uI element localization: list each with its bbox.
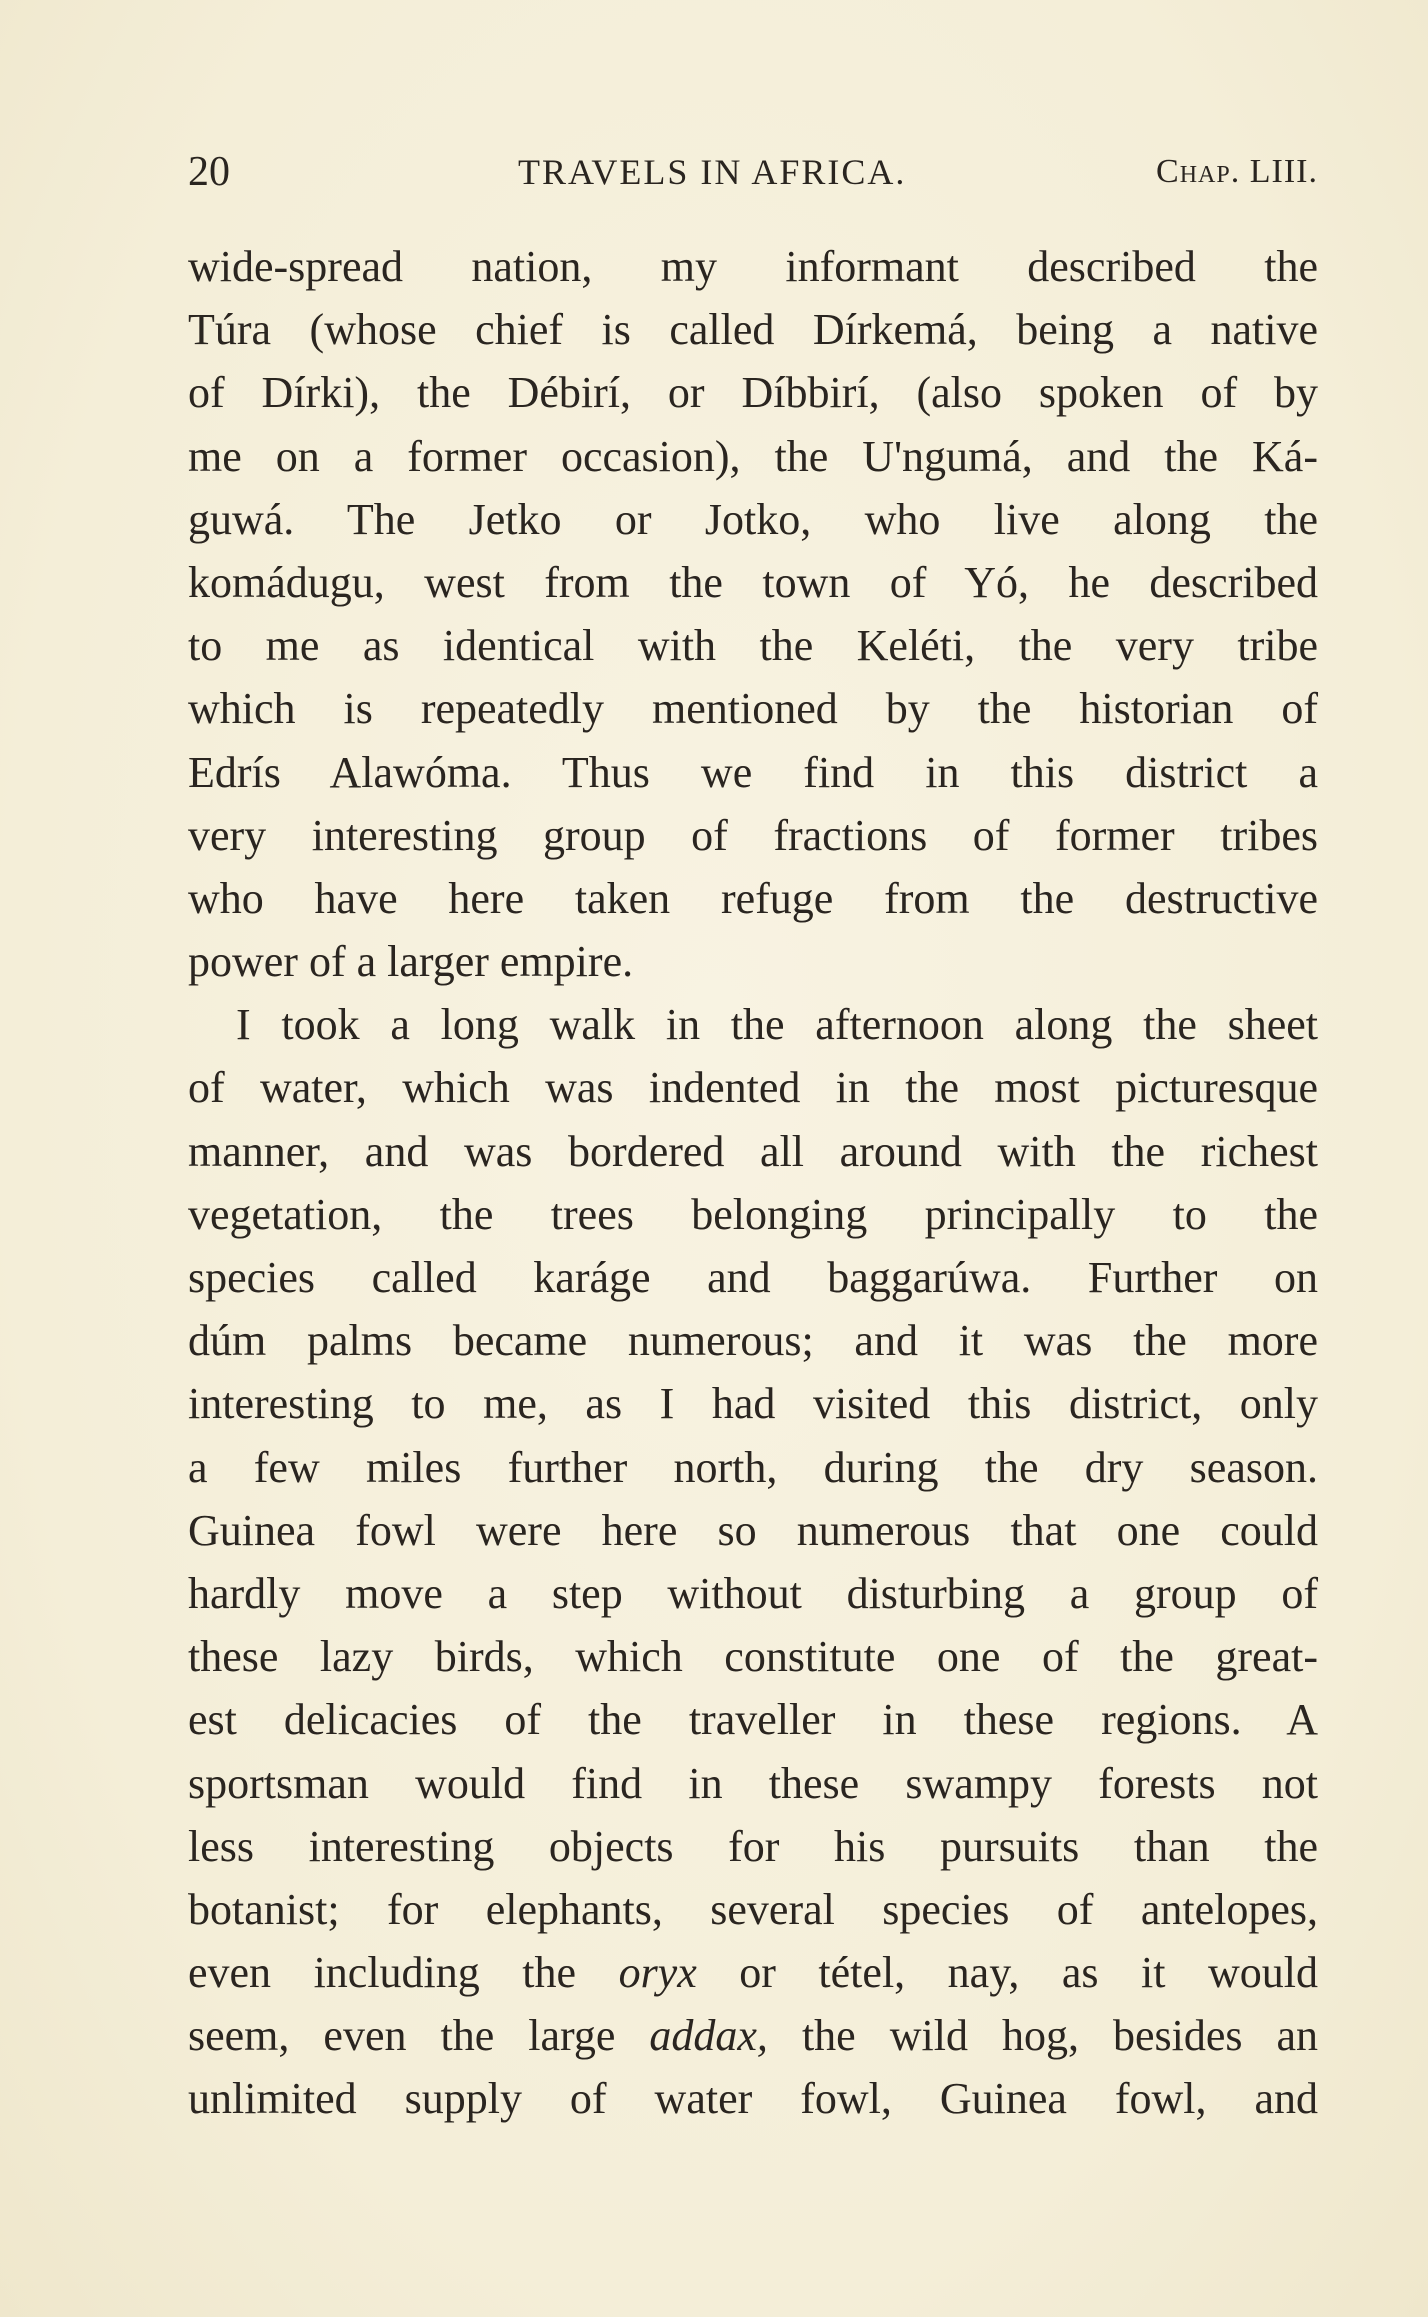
page-number: 20 [188,149,230,195]
text-line: these lazy birds, which constitute one of the great- [188,1632,1318,1682]
text-line: vegetation, the trees belonging principally to the [188,1189,1318,1239]
text-line-with-italic [188,1941,1318,2004]
text-line: interesting to me, as I had visited this district, only [188,1379,1318,1429]
text-line: very interesting group of fractions of former tribes [188,810,1318,860]
chapter-label [1156,142,1318,202]
text-line: guwá. The Jetko or Jotko, who live along the [188,494,1318,544]
text-line: which is repeatedly mentioned by the historian of [188,684,1318,734]
text-line: to me as identical with the Keléti, the very tribe [188,621,1318,671]
text-line: species called karáge and baggarúwa. Further on [188,1253,1318,1302]
text-line: Guinea fowl were here so numerous that one could [188,1505,1318,1555]
italic-term: addax, [649,2011,768,2061]
text-line: who have here taken refuge from the destructive [188,873,1318,923]
text-line: hardly move a step without disturbing a group of [188,1568,1318,1618]
text-line: manner, and was bordered all around with the richest [188,1126,1318,1176]
line-segment: seem, even the large [188,2011,616,2061]
text-line: me on a former occasion), the U'ngumá, and the Ká- [188,431,1318,481]
chapter-number: LIII. [1249,153,1318,190]
italic-term: oryx [618,1948,697,1998]
line-segment: or tétel, nay, as it would [739,1948,1318,1998]
text-line: unlimited supply of water fowl, Guinea fowl, and [188,2074,1318,2124]
text-line-with-italic [188,2004,1318,2067]
text-line: of Dírki), the Débirí, or Díbbirí, (also spoken of by [188,368,1318,418]
running-title: TRAVELS IN AFRICA. [518,152,907,192]
paragraph-start-line: I took a long walk in the afternoon along the sheet [236,1000,1318,1050]
text-line: Túra (whose chief is called Dírkemá, being a native [188,305,1318,355]
line-segment: the wild hog, besides an [801,2011,1319,2061]
text-line: a few miles further north, during the dry season. [188,1442,1318,1492]
text-line: of water, which was indented in the most picturesque [188,1063,1318,1113]
text-line: Edrís Alawóma. Thus we find in this district a [188,747,1318,797]
body-text [188,235,1318,2131]
text-line: wide-spread nation, my informant described the [188,242,1318,291]
text-line: komádugu, west from the town of Yó, he described [188,557,1318,607]
text-line: est delicacies of the traveller in these regions. A [188,1695,1318,1745]
paragraph-end-line: power of a larger empire. [188,937,634,987]
text-line: less interesting objects for his pursuits than the [188,1821,1318,1871]
text-line: dúm palms became numerous; and it was the more [188,1316,1318,1366]
chapter-prefix: Chap. [1156,153,1241,190]
text-line: sportsman would find in these swampy forests not [188,1758,1318,1808]
text-line: botanist; for elephants, several species of antelopes, [188,1884,1318,1934]
running-head [188,142,1318,202]
line-segment: even including the [188,1948,577,1998]
